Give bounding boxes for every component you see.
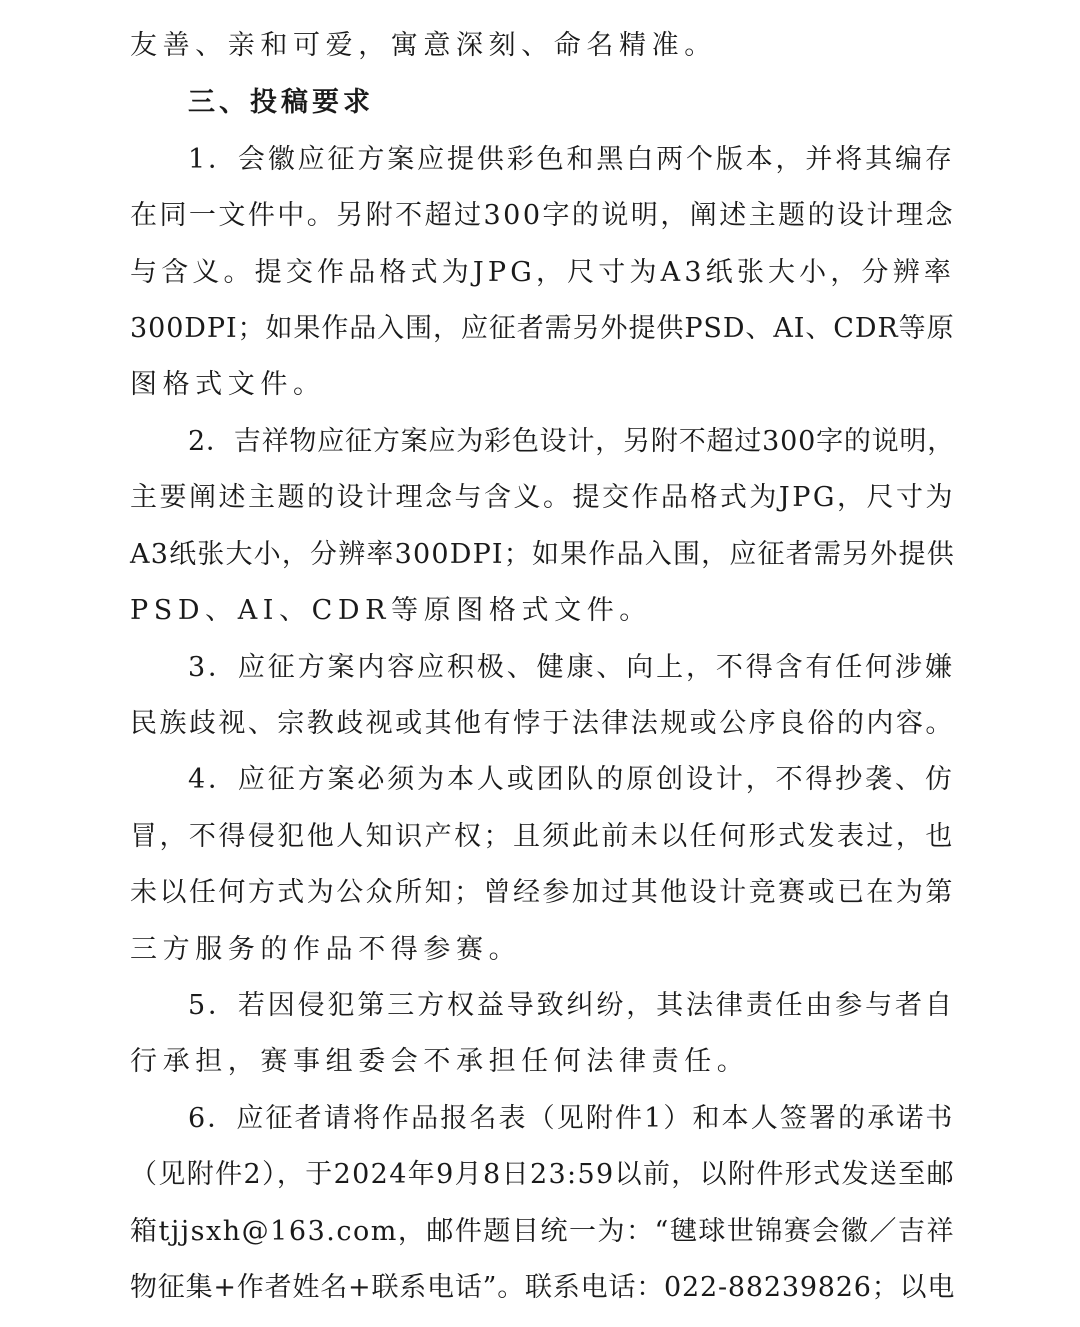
text-line: 图格式文件。: [130, 369, 326, 400]
text-line: 3．应征方案内容应积极、健康、向上，不得含有任何涉嫌: [188, 652, 955, 683]
text-line: （见附件2），于2024年9月8日23:59以前，以附件形式发送至邮: [130, 1159, 955, 1190]
text-line: 行承担，赛事组委会不承担任何法律责任。: [130, 1046, 750, 1077]
text-line: 箱tjjsxh@163.com，邮件题目统一为：“毽球世锦赛会徽／吉祥: [130, 1216, 955, 1247]
text-line: 1．会徽应征方案应提供彩色和黑白两个版本，并将其编存: [188, 144, 955, 175]
text-line: 未以任何方式为公众所知；曾经参加过其他设计竞赛或已在为第: [130, 877, 955, 908]
section-heading: 三、投稿要求: [188, 87, 374, 118]
text-line: 4．应征方案必须为本人或团队的原创设计，不得抄袭、仿: [188, 764, 955, 795]
text-line: A3纸张大小，分辨率300DPI；如果作品入围，应征者需另外提供: [130, 539, 955, 570]
text-line: 友善、亲和可爱，寓意深刻、命名精准。: [130, 30, 717, 61]
text-line: 民族歧视、宗教歧视或其他有悖于法律法规或公序良俗的内容。: [130, 708, 955, 739]
text-line: 6．应征者请将作品报名表（见附件1）和本人签署的承诺书: [188, 1103, 955, 1134]
text-line: 与含义。提交作品格式为JPG，尺寸为A3纸张大小，分辨率: [130, 257, 956, 288]
text-line: PSD、AI、CDR等原图格式文件。: [130, 595, 652, 626]
text-line: 物征集+作者姓名+联系电话”。联系电话：022-88239826；以电: [130, 1272, 956, 1303]
text-line: 冒，不得侵犯他人知识产权；且须此前未以任何形式发表过，也: [130, 821, 955, 852]
text-line: 5．若因侵犯第三方权益导致纠纷，其法律责任由参与者自: [188, 990, 955, 1021]
text-line: 在同一文件中。另附不超过300字的说明，阐述主题的设计理念: [130, 200, 955, 231]
text-line: 2．吉祥物应征方案应为彩色设计，另附不超过300字的说明，: [188, 426, 956, 457]
text-line: 主要阐述主题的设计理念与含义。提交作品格式为JPG，尺寸为: [130, 482, 955, 513]
text-line: 三方服务的作品不得参赛。: [130, 934, 522, 965]
text-line: 300DPI；如果作品入围，应征者需另外提供PSD、AI、CDR等原: [130, 313, 955, 344]
